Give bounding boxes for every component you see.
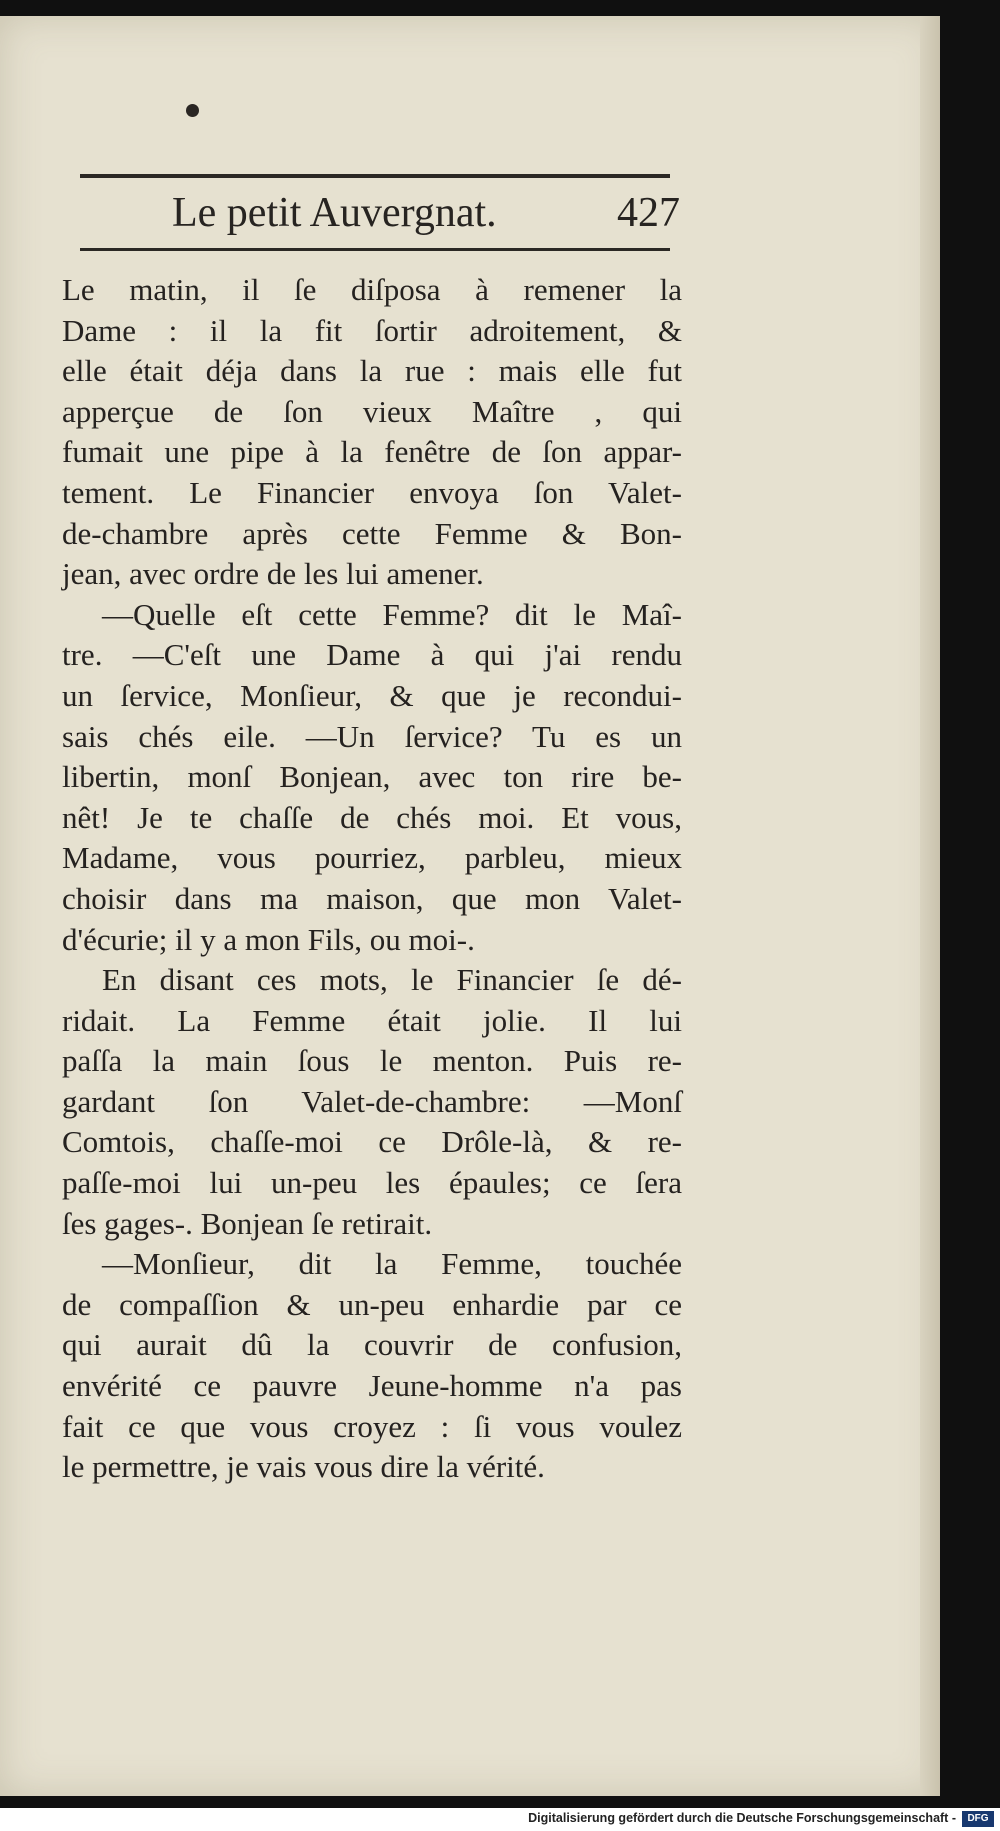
text-line: de-chambre après cette Femme & Bon-: [62, 515, 682, 551]
text-line: nêt! Je te chaſſe de chés moi. Et vous,: [62, 799, 682, 835]
text-line: —Quelle eſt cette Femme? dit le Maî-: [102, 596, 682, 632]
header-rule-bottom: [80, 248, 670, 251]
header-rule-top: [80, 174, 670, 178]
text-line: ridait. La Femme était jolie. Il lui: [62, 1002, 682, 1038]
text-line: choisir dans ma maison, que mon Valet-: [62, 880, 682, 916]
text-line: En disant ces mots, le Financier ſe dé-: [102, 962, 682, 998]
page-edge: [920, 16, 940, 1796]
text-line: paſſe-moi lui un-peu les épaules; ce ſera: [62, 1165, 682, 1201]
digitization-footer: [0, 1808, 1000, 1831]
text-line: jean, avec ordre de les lui amener.: [62, 556, 484, 592]
text-line: le permettre, je vais vous dire la vérité.: [62, 1449, 545, 1485]
running-title: Le petit Auvergnat.: [172, 190, 497, 236]
text-line: qui aurait dû la couvrir de confusion,: [62, 1327, 682, 1363]
running-head: [80, 180, 680, 246]
text-line: ſes gages-. Bonjean ſe retirait.: [62, 1205, 433, 1241]
body-text: [62, 270, 682, 1488]
text-line: elle était déja dans la rue : mais elle fut: [62, 353, 682, 389]
funding-credit: Digitalisierung gefördert durch die Deutsche Forschungsgemeinschaft -: [528, 1811, 956, 1825]
text-line: paſſa la main ſous le menton. Puis re-: [62, 1043, 682, 1079]
text-line: de compaſſion & un-peu enhardie par ce: [62, 1286, 682, 1322]
text-line: Dame : il la fit ſortir adroitement, &: [62, 312, 682, 348]
text-line: gardant ſon Valet-de-chambre: —Monſ: [62, 1083, 682, 1119]
text-line: Comtois, chaſſe-moi ce Drôle-là, & re-: [62, 1124, 682, 1160]
text-line: Madame, vous pourriez, parbleu, mieux: [62, 840, 682, 876]
text-line: fumait une pipe à la fenêtre de ſon appar-: [62, 434, 682, 470]
text-line: envérité ce pauvre Jeune-homme n'a pas: [62, 1368, 682, 1404]
page-number: 427: [617, 190, 680, 236]
text-line: tement. Le Financier envoya ſon Valet-: [62, 474, 682, 510]
text-line: sais chés eile. —Un ſervice? Tu es un: [62, 718, 682, 754]
text-line: Le matin, il ſe diſposa à remener la: [62, 272, 682, 307]
text-line: apperçue de ſon vieux Maître , qui: [62, 393, 682, 429]
text-line: un ſervice, Monſieur, & que je recondui-: [62, 677, 682, 713]
text-line: —Monſieur, dit la Femme, touchée: [102, 1246, 682, 1282]
text-line: d'écurie; il y a mon Fils, ou moi-.: [62, 921, 475, 957]
text-line: tre. —C'eſt une Dame à qui j'ai rendu: [62, 637, 682, 673]
text-line: libertin, monſ Bonjean, avec ton rire be-: [62, 759, 682, 795]
dfg-logo-icon: DFG: [962, 1811, 994, 1827]
ink-blot: [186, 104, 199, 117]
text-line: fait ce que vous croyez : ſi vous voulez: [62, 1408, 682, 1444]
